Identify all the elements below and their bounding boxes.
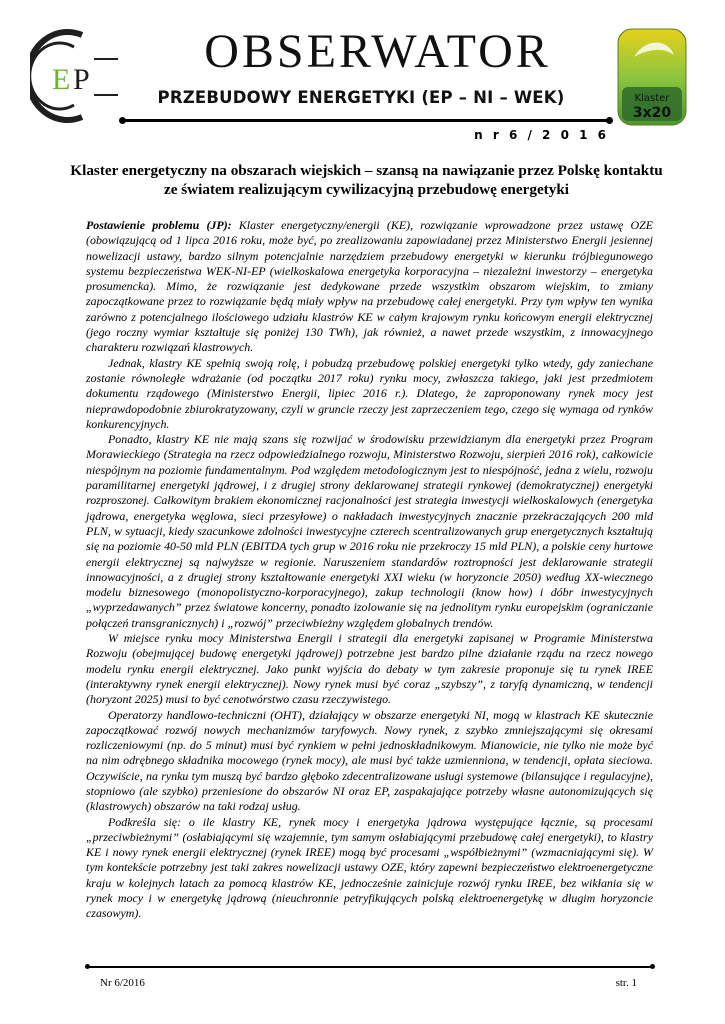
paragraph-text: Klaster energetyczny/energii (KE), rozwiązanie wprowadzone przez ustawę OZE (obowiązującą od 1 lipca 2016 roku, może być, po zrealizowaniu zapowiadanej przez Ministerstwo Energii jesiennej nowelizacji ustawy, bardzo silnym potencjalnie narzędziem przebudowy energetyki w kierunku trójbiegunowego systemu bezpieczeństwa WEK-NI-EP (wielkoskalowa energetyka korporacyjna – niezależni inwestorzy – energetyka prosumencka). Mimo, że rozwiązanie jest dedykowane przede wszystkim obszarom wiejskim, to zmiany zapoczątkowane przez to rozwiązanie będą miały wpływ na przebudowę całej energetyki. Przy tym wpływ ten wynika zarówno z potencjalnego ilościowego udziału klastrów KE w całym krajowym rynku końcowym energii elektrycznej (jego roczny wymiar kształtuje się poniżej 130 TWh), jak również, a nawet przede wszystkim, z innowacyjnego charakteru rozwiązań klastrowych.: [86, 218, 653, 355]
klaster-3x20-logo: [616, 27, 688, 127]
masthead-subtitle: PRZEBUDOWY ENERGETYKI (EP – NI – WEK): [157, 88, 565, 107]
masthead-title: OBSERWATOR: [204, 25, 551, 78]
paragraph: Jednak, klastry KE spełnią swoją rolę, i pobudzą przebudowę polskiej energetyki tylko wtedy, gdy zaniechane zostanie równoległe wdrażanie (od początku 2017 roku) rynku mocy, zwłaszcza takiego, jaki jest przedmiotem dokumentu rządowego (Ministerstwo Energii, lipiec 2016 r.). Dlatego, że zaproponowany rynek mocy jest nieprawdopodobnie zbiurokratyzowany, czyli w gruncie rzeczy jest zaprzeczeniem tego, czego się wymaga od rynków konkurencyjnych.: [86, 355, 653, 431]
paragraph: W miejsce rynku mocy Ministerstwa Energii i strategii dla energetyki zapisanej w Programie Ministerstwa Rozwoju (obejmującej budowę energetyki jądrowej) potrzebne jest bardzo pilne działanie rządu na rzecz nowego modelu rynku energii elektrycznej. Jako punkt wyjścia do debaty w tym zakresie proponuje się tu rynek IREE (interaktywny rynek energii elektrycznej). Nowy rynek musi być coraz „szybszy”, z taryfą dynamiczną, w tendencji (horyzont 2025) musi to być cenotwórstwo czasu rzeczywistego.: [86, 631, 653, 707]
paragraph: Ponadto, klastry KE nie mają szans się rozwijać w środowisku przewidzianym dla energetyki przez Program Morawieckiego (Strategia na rzecz odpowiedzialnego rozwoju, Ministerstwo Rozwoju, sierpień 2016 rok), całkowicie niespójnym na poziomie fundamentalnym. Pod względem metodologicznym jest to niespójność, jedna z wielu, rozwoju paramilitarnej energetyki jądrowej, i z drugiej strony deklarowanej strategii rynkowej (demokratycznej) energetyki rozproszonej. Całkowitym brakiem ekonomicznej racjonalności jest strategia inwestycji wielkoskalowych (energetyka jądrowa, energetyka węglowa, sieci przesyłowe) o nakładach inwestycyjnych znacznie przekraczających 200 mld PLN, w sytuacji, kiedy szacunkowe zdolności inwestycyjne czterech scentralizowanych grup energetycznych kształtują się na poziomie 40-50 mld PLN (EBITDA tych grup w 2016 roku nie przekroczy 15 mld PLN), a polskie ceny hurtowe energii elektrycznej są najwyższe w regionie. Naruszeniem standardów roztropności jest deklarowanie strategii innowacyjności, a z drugiej strony kształtowanie energetyki XXI wieku (w horyzoncie 2050) według XX-wiecznego modelu biznesowego (monopolistyczno-korporacyjnego), zakup technologii (know how) i dóbr inwestycyjnych „wyprzedawanych” przez światowe koncerny, ponadto izolowanie się na jednolitym rynku europejskim (ograniczanie połączeń transgranicznych) i „rozwój” przeciwbieżny względem globalnych trendów.: [86, 432, 653, 630]
header-divider: [123, 119, 609, 122]
footer-divider: [88, 966, 652, 968]
svg-text:P: P: [73, 63, 90, 96]
paragraph: Podkreśla się: o ile klastry KE, rynek mocy i energetyka jądrowa występujące łącznie, są procesami „przeciwbieżnymi” (osłabiającymi się wzajemnie, tym samym osłabiającymi przebudowę całej energetyki), to klastry KE i nowy rynek energii elektrycznej (rynek IREE) mogą być procesami „współbieżnymi” (wzmacniającymi się). W tym kontekście potrzebny jest taki zakres nowelizacji ustawy OZE, który zapewni bezpieczeństwo elektroenergetyczne kraju w kolejnych latach za pomocą klastrów KE, jednocześnie zainicjuje rozwój rynku IREE, bez wikłania się w rynek mocy i w energetykę jądrową (nieuchronnie petryfikujących polską elektroenergetykę w długim horyzoncie czasowym).: [86, 814, 653, 921]
page-number: str. 1: [615, 977, 637, 989]
article-body: [86, 218, 653, 922]
footer-issue: Nr 6/2016: [100, 977, 145, 989]
svg-text:E: E: [52, 63, 71, 96]
paragraph: Operatorzy handlowo-techniczni (OHT), działający w obszarze energetyki NI, mogą w klastrach KE skutecznie zapoczątkować rozwój nowych mechanizmów taryfowych. Nowy rynek, z szybko zmniejszającymi się okresami rozliczeniowymi (np. do 5 minut) musi być rynkiem w pełni jednoskładnikowym. Mianowicie, nie tylko nie może być na nim odrębnego składnika mocowego (rynek mocy), ale musi być także uzmienniona, w tendencji, opłata sieciowa. Oczywiście, na rynku tym muszą być bardzo głęboko zdecentralizowane usługi systemowe (bilansujące i regulacyjne), stopniowo (ale szybko) przeniesione do obszarów NI oraz EP, zaspakajające potrzeby własne autonomizujących się (klastrowych) obszarów na taki rodzaj usług.: [86, 707, 653, 814]
issue-number: n r 6 / 2 0 1 6: [474, 128, 609, 142]
cep-logo: [30, 25, 122, 123]
klaster-logo-line1: Klaster: [634, 93, 670, 104]
klaster-logo-line2: 3x20: [632, 105, 672, 121]
paragraph: [86, 218, 653, 356]
paragraph-lead: Postawienie problemu (JP):: [86, 218, 232, 232]
article-headline: Klaster energetyczny na obszarach wiejskich – szansą na nawiązanie przez Polskę kontaktu ze światem realizującym cywilizacyjną przebudowę energetyki: [70, 162, 663, 198]
